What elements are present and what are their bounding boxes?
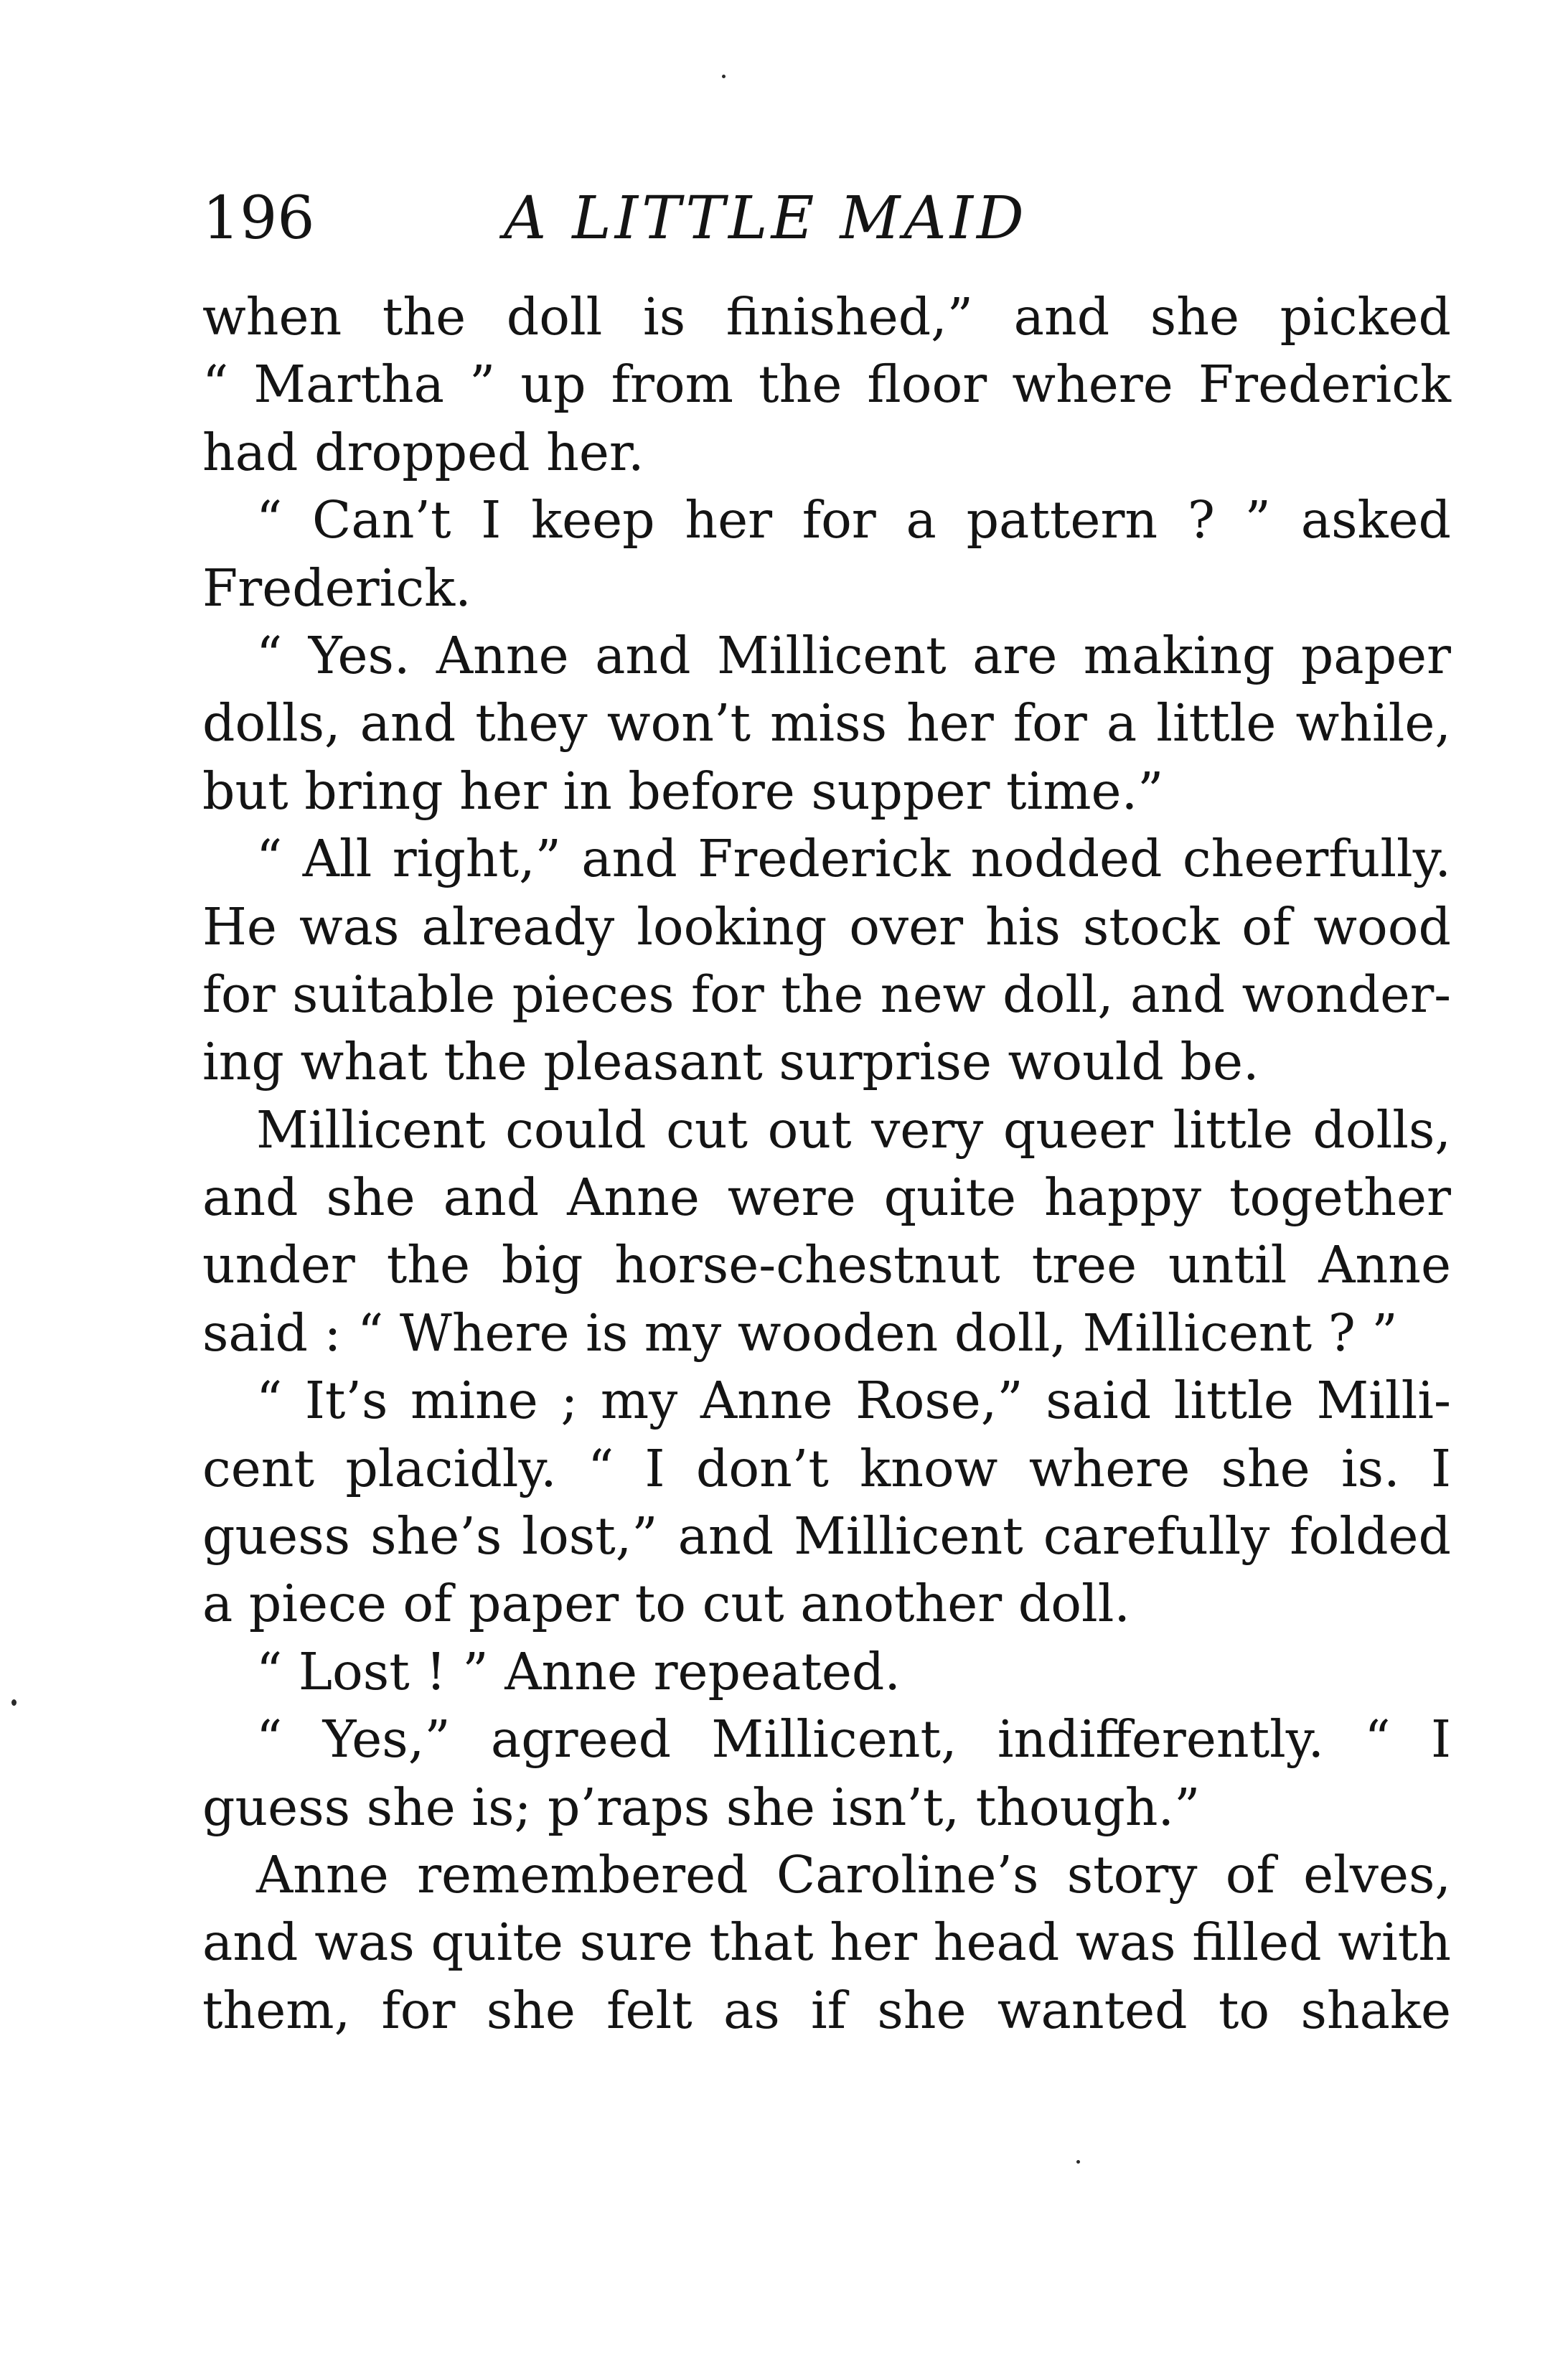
text-line: Frederick.: [202, 558, 471, 618]
text-line: “ All right,” and Frederick nodded cheerfully.: [256, 829, 1451, 889]
text-line: said : “ Where is my wooden doll, Millicent ? ”: [202, 1302, 1398, 1363]
text-line: He was already looking over his stock of wood: [202, 896, 1451, 957]
text-line: “ Can’t I keep her for a pattern ? ” asked: [256, 490, 1451, 550]
scan-speck: [722, 75, 726, 78]
text-line: cent placidly. “ I don’t know where she is. I: [202, 1438, 1451, 1498]
text-line: a piece of paper to cut another doll.: [202, 1574, 1130, 1634]
text-line: “ Yes,” agreed Millicent, indifferently. “ I: [256, 1709, 1451, 1770]
body-text: [202, 283, 1451, 2045]
text-line: “ Lost ! ” Anne repeated.: [256, 1641, 901, 1701]
text-line: “ Yes. Anne and Millicent are making paper: [256, 625, 1451, 685]
text-line: them, for she felt as if she wanted to shake: [202, 1980, 1451, 2040]
text-line: “ It’s mine ; my Anne Rose,” said little Milli-: [256, 1371, 1451, 1431]
text-line: Anne remembered Caroline’s story of elves,: [256, 1844, 1451, 1905]
scan-speck: [1076, 2160, 1080, 2164]
text-line: guess she is; p’raps she isn’t, though.”: [202, 1777, 1201, 1837]
text-line: guess she’s lost,” and Millicent carefully folded: [202, 1506, 1451, 1567]
text-line: “ Martha ” up from the floor where Frederick: [202, 355, 1451, 415]
text-line: and she and Anne were quite happy together: [202, 1168, 1451, 1228]
book-title: A LITTLE MAID: [504, 184, 1028, 253]
text-line: dolls, and they won’t miss her for a little while,: [202, 693, 1451, 754]
running-head: [202, 179, 1451, 258]
text-line: and was quite sure that her head was filled with: [202, 1912, 1451, 1973]
text-line: Millicent could cut out very queer little dolls,: [256, 1099, 1451, 1160]
text-line: when the doll is finished,” and she picked: [202, 287, 1451, 347]
text-line: for suitable pieces for the new doll, and wonder-: [202, 964, 1451, 1024]
text-line: under the big horse-chestnut tree until Anne: [202, 1235, 1451, 1295]
scan-speck: [11, 1699, 17, 1706]
text-line: but bring her in before supper time.”: [202, 761, 1164, 821]
page-number: 196: [202, 184, 315, 253]
text-line: ing what the pleasant surprise would be.: [202, 1032, 1259, 1092]
text-line: had dropped her.: [202, 422, 644, 482]
